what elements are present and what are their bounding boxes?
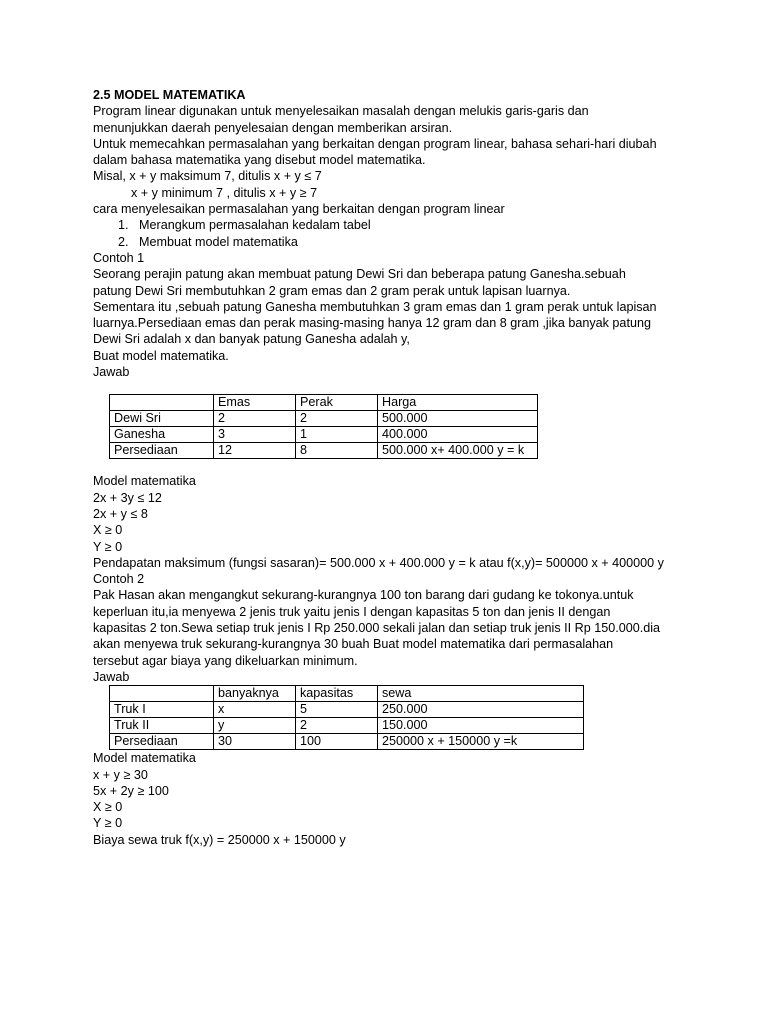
table-header-row [110, 686, 584, 702]
problem-line: Sementara itu ,sebuah patung Ganesha membutuhkan 3 gram emas dan 1 gram perak untuk lapisan [93, 299, 657, 314]
table-cell: Truk I [110, 702, 214, 718]
table-cell: 500.000 x+ 400.000 y = k [378, 443, 538, 459]
example1-table [109, 394, 538, 459]
steps-list [93, 217, 693, 250]
table-row [110, 702, 584, 718]
table-cell: 250.000 [378, 702, 584, 718]
intro-line: Untuk memecahkan permasalahan yang berkaitan dengan program linear, bahasa sehari-hari diubah [93, 136, 657, 151]
intro-line: Misal, x + y maksimum 7, ditulis x + y ≤ 7 [93, 169, 322, 184]
table-cell: 30 [214, 734, 296, 750]
example2-model-title: Model matematika [93, 751, 196, 766]
example2-answer-label: Jawab [93, 669, 130, 684]
list-text: Membuat model matematika [139, 234, 298, 249]
model-line: x + y ≥ 30 [93, 767, 148, 782]
table-header-cell: sewa [378, 686, 584, 702]
document-content [93, 87, 693, 848]
example2-problem [93, 587, 693, 668]
model-line: Biaya sewa truk f(x,y) = 250000 x + 150000 y [93, 832, 346, 847]
method-intro: cara menyelesaikan permasalahan yang berkaitan dengan program linear [93, 202, 505, 217]
example2-title: Contoh 2 [93, 572, 145, 587]
model-line: 2x + 3y ≤ 12 [93, 490, 162, 505]
table-row [110, 411, 538, 427]
list-item [93, 234, 693, 250]
table-cell: 12 [214, 443, 296, 459]
example1-answer-label: Jawab [93, 365, 130, 380]
list-number: 1. [118, 218, 129, 233]
table-cell: 5 [296, 702, 378, 718]
example1-problem [93, 266, 693, 364]
problem-line: Dewi Sri adalah x dan banyak patung Ganesha adalah y, [93, 332, 410, 347]
model-line: 5x + 2y ≥ 100 [93, 783, 169, 798]
table-cell: Ganesha [110, 427, 214, 443]
model-line: Pendapatan maksimum (fungsi sasaran)= 500.000 x + 400.000 y = k atau f(x,y)= 500000 x + 400000 y [93, 555, 664, 570]
model-line: 2x + y ≤ 8 [93, 506, 148, 521]
table-cell: 100 [296, 734, 378, 750]
list-text: Merangkum permasalahan kedalam tabel [139, 218, 371, 233]
table-cell: Persediaan [110, 443, 214, 459]
problem-line: patung Dewi Sri membutuhkan 2 gram emas dan 2 gram perak untuk lapisan luarnya. [93, 283, 571, 298]
model-line: X ≥ 0 [93, 523, 123, 538]
table-cell: x [214, 702, 296, 718]
table-header-cell [110, 395, 214, 411]
table-cell: 2 [296, 411, 378, 427]
problem-line: Buat model matematika. [93, 348, 229, 363]
list-item [93, 217, 693, 233]
table-cell: 3 [214, 427, 296, 443]
example2-model [93, 767, 693, 848]
table-header-cell: Perak [296, 395, 378, 411]
model-line: X ≥ 0 [93, 800, 123, 815]
table-cell: y [214, 718, 296, 734]
table-row [110, 718, 584, 734]
intro-line: dalam bahasa matematika yang disebut model matematika. [93, 153, 426, 168]
table-cell: 250000 x + 150000 y =k [378, 734, 584, 750]
table-cell: 500.000 [378, 411, 538, 427]
table-cell: 400.000 [378, 427, 538, 443]
example1-model [93, 490, 693, 571]
table-cell: 8 [296, 443, 378, 459]
intro-indented-line: x + y minimum 7 , ditulis x + y ≥ 7 [131, 185, 318, 200]
model-line: Y ≥ 0 [93, 539, 123, 554]
problem-line: akan menyewa truk sekurang-kurangnya 30 buah Buat model matematika dari permasalahan [93, 637, 614, 652]
table-row [110, 443, 538, 459]
table-cell: Dewi Sri [110, 411, 214, 427]
table-header-cell: Emas [214, 395, 296, 411]
table-header-cell: Harga [378, 395, 538, 411]
problem-line: keperluan itu,ia menyewa 2 jenis truk yaitu jenis I dengan kapasitas 5 ton dan jenis II dengan [93, 604, 611, 619]
table-cell: Persediaan [110, 734, 214, 750]
table-row [110, 734, 584, 750]
table-header-cell: kapasitas [296, 686, 378, 702]
intro-line: menunjukkan daerah penyelesaian dengan memberikan arsiran. [93, 120, 453, 135]
table-cell: Truk II [110, 718, 214, 734]
problem-line: Seorang perajin patung akan membuat patung Dewi Sri dan beberapa patung Ganesha.sebuah [93, 267, 626, 282]
table-cell: 150.000 [378, 718, 584, 734]
intro-paragraph [93, 103, 693, 201]
list-number: 2. [118, 234, 129, 249]
table-header-row [110, 395, 538, 411]
problem-line: kapasitas 2 ton.Sewa setiap truk jenis I Rp 250.000 sekali jalan dan setiap truk jenis II Rp 150.000.dia [93, 621, 661, 636]
example2-table [109, 685, 584, 750]
table-cell: 2 [214, 411, 296, 427]
table-cell: 2 [296, 718, 378, 734]
problem-line: luarnya.Persediaan emas dan perak masing-masing hanya 12 gram dan 8 gram ,jika banyak patung [93, 316, 651, 331]
example1-title: Contoh 1 [93, 250, 145, 265]
table-cell: 1 [296, 427, 378, 443]
table-header-cell: banyaknya [214, 686, 296, 702]
example1-model-title: Model matematika [93, 474, 196, 489]
table-row [110, 427, 538, 443]
problem-line: tersebut agar biaya yang dikeluarkan minimum. [93, 653, 358, 668]
section-title: 2.5 MODEL MATEMATIKA [93, 88, 246, 102]
problem-line: Pak Hasan akan mengangkut sekurang-kurangnya 100 ton barang dari gudang ke tokonya.untuk [93, 588, 634, 603]
intro-line: Program linear digunakan untuk menyelesaikan masalah dengan melukis garis-garis dan [93, 104, 589, 119]
model-line: Y ≥ 0 [93, 816, 123, 831]
table-header-cell [110, 686, 214, 702]
